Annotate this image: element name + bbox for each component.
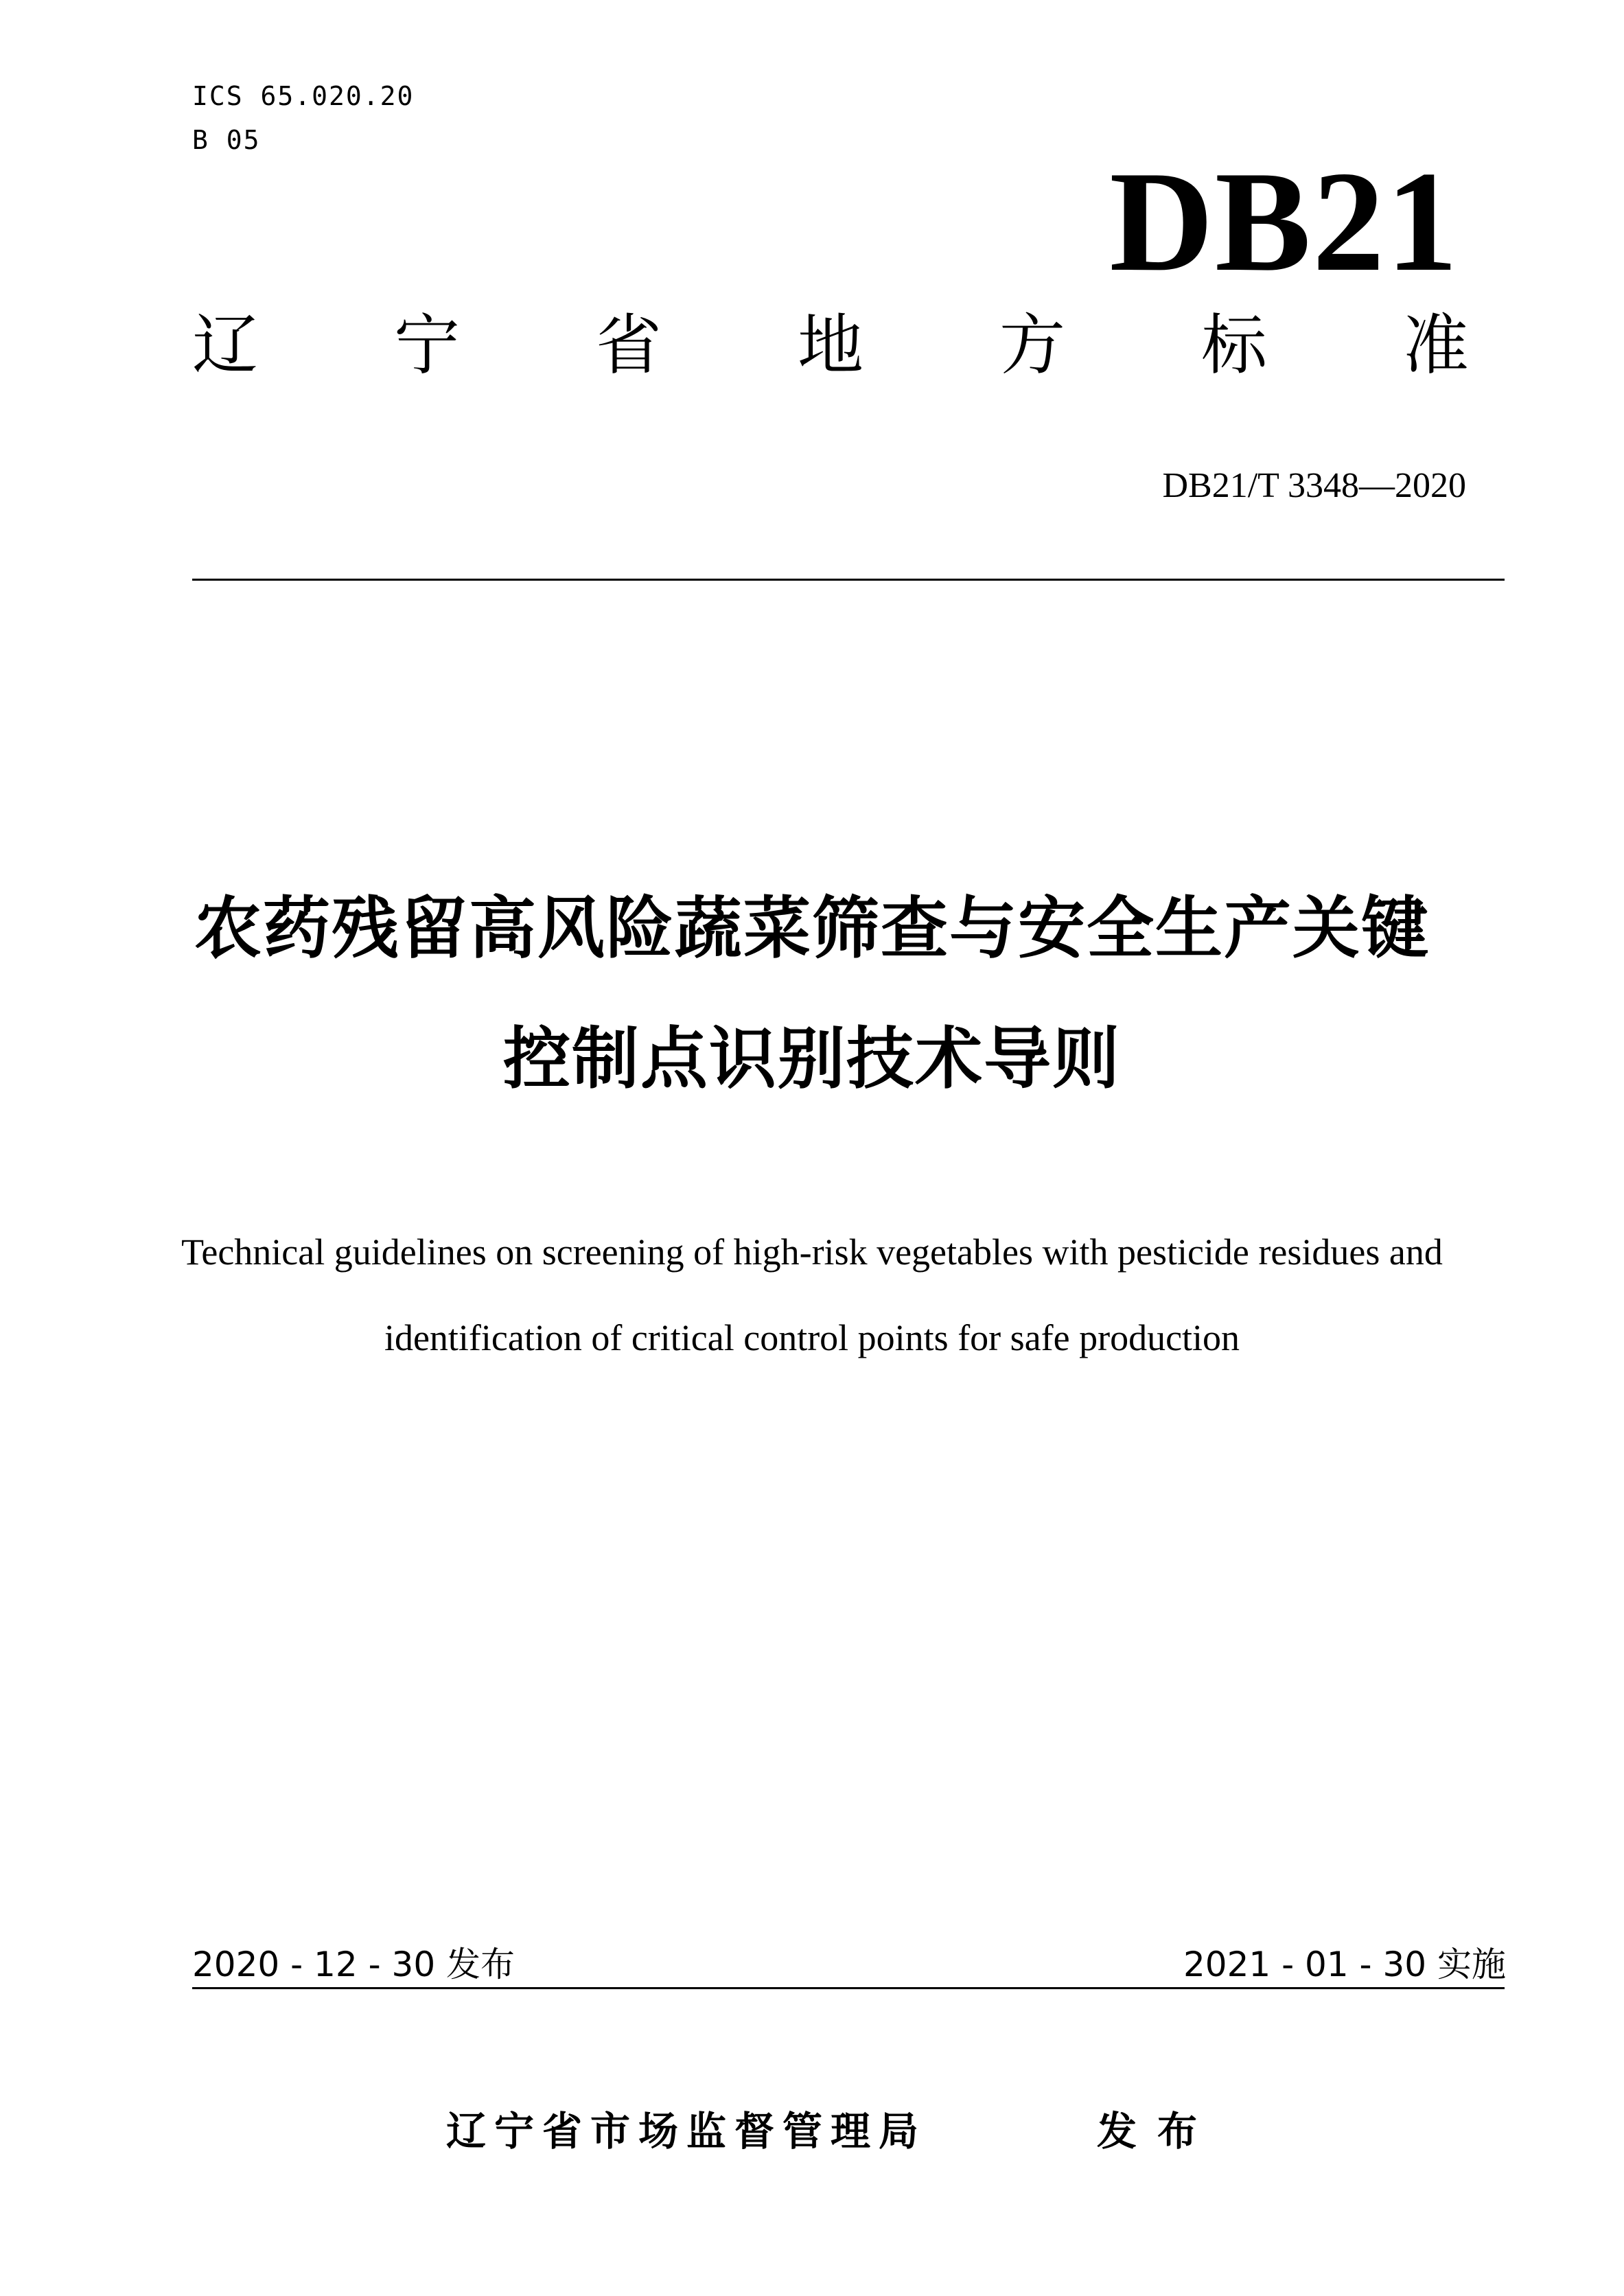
title-en-line-1: Technical guidelines on screening of high-risk vegetables with pesticide residues and bbox=[181, 1231, 1443, 1273]
ics-code: ICS 65.020.20 bbox=[192, 81, 415, 111]
standard-number: DB21/T 3348—2020 bbox=[1162, 466, 1466, 505]
top-divider bbox=[192, 579, 1505, 581]
standard-type-char: 辽 bbox=[192, 307, 258, 384]
standard-type-char: 标 bbox=[1201, 307, 1267, 384]
standard-type-char: 准 bbox=[1403, 307, 1469, 384]
standard-type-char: 地 bbox=[798, 307, 863, 384]
classification-code: B 05 bbox=[192, 125, 261, 155]
publish-label: 发布 bbox=[1097, 2108, 1218, 2155]
issue-date: 2020 - 12 - 30 发布 bbox=[192, 1945, 515, 1984]
publisher-name: 辽宁省市场监督管理局 bbox=[446, 2108, 927, 2155]
standard-type-char: 省 bbox=[596, 307, 662, 384]
standard-type-heading bbox=[192, 307, 1469, 384]
title-cn-line-2: 控制点识别技术导则 bbox=[502, 1020, 1121, 1098]
title-en-line-2: identification of critical control points for safe production bbox=[384, 1317, 1240, 1358]
standard-type-char: 宁 bbox=[394, 307, 460, 384]
standard-type-char: 方 bbox=[999, 307, 1065, 384]
bottom-divider bbox=[192, 1987, 1505, 1989]
db-logo: DB21 bbox=[1109, 142, 1459, 301]
implementation-date: 2021 - 01 - 30 实施 bbox=[1183, 1945, 1506, 1984]
title-cn-line-1: 农药残留高风险蔬菜筛查与安全生产关键 bbox=[194, 890, 1430, 968]
